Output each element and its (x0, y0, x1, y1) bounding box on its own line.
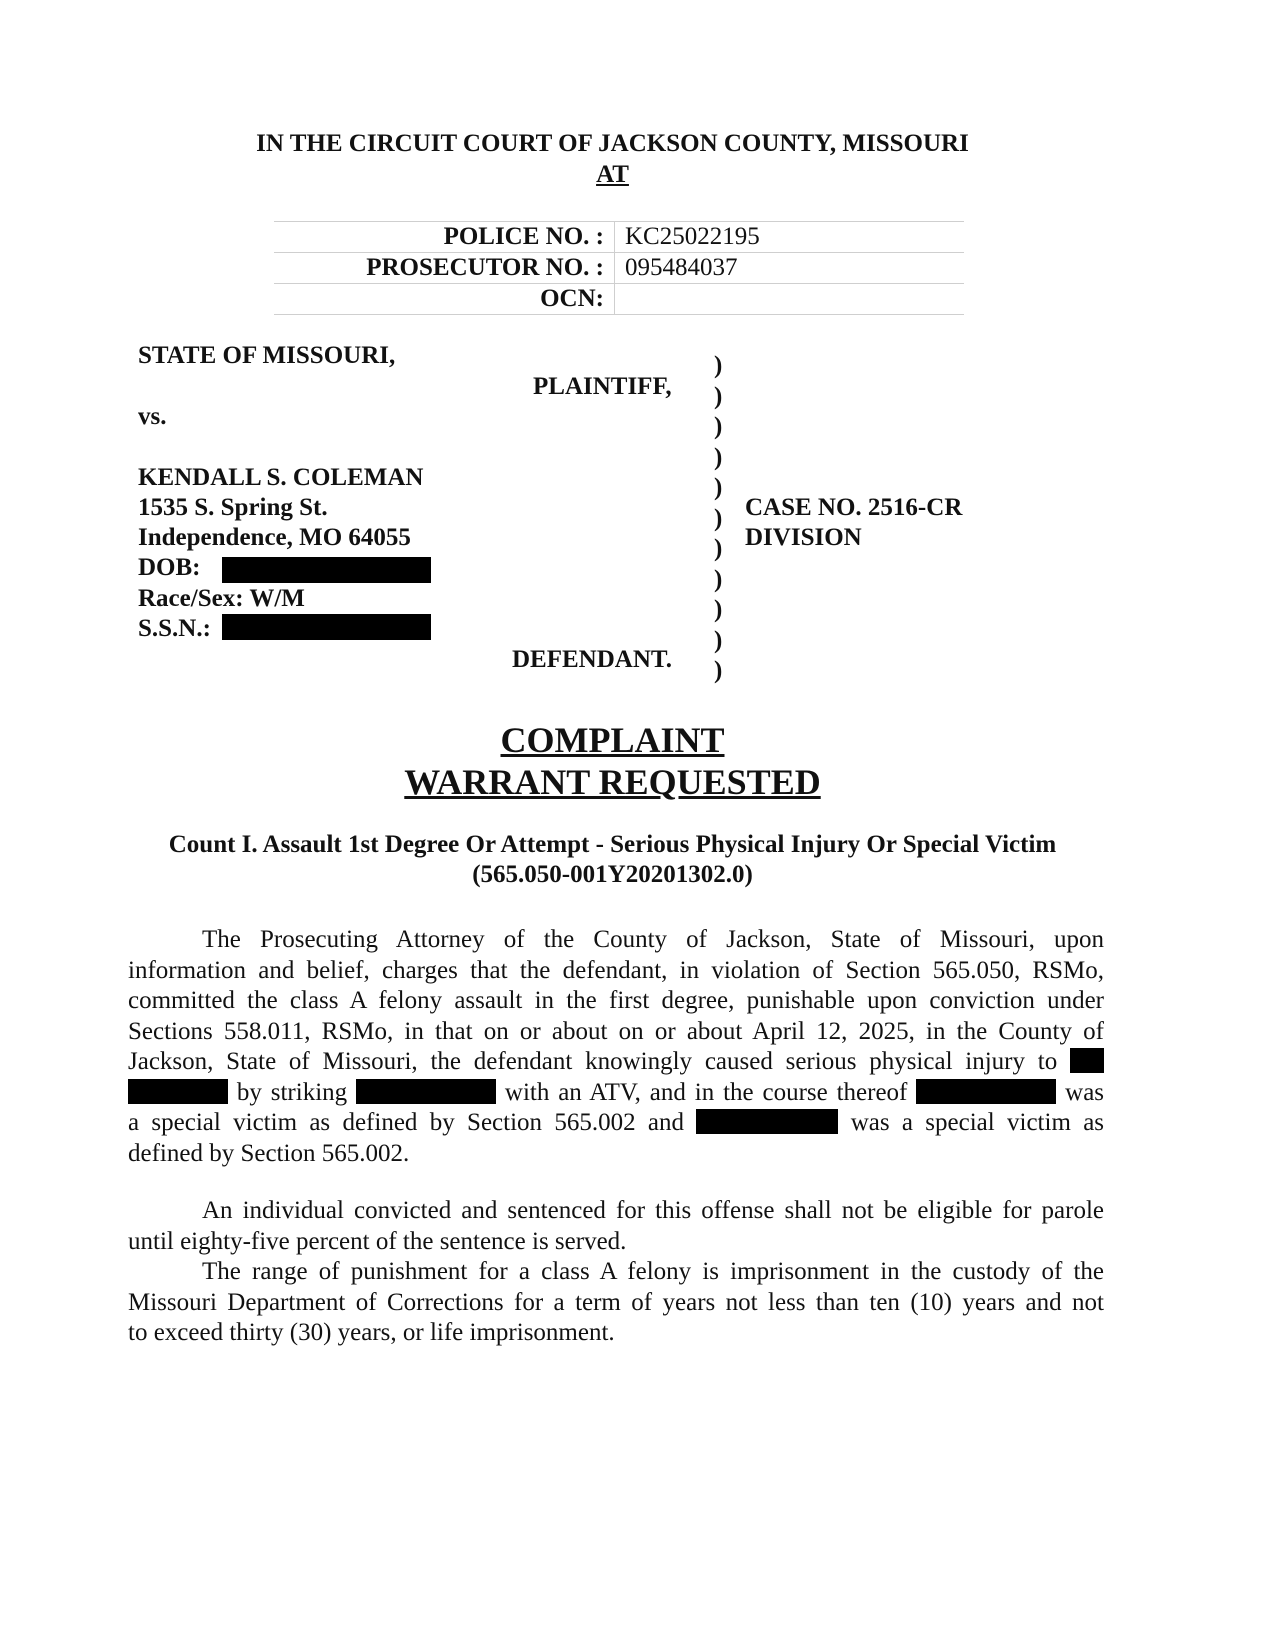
punishment-paragraph (128, 1257, 1104, 1349)
document-title: COMPLAINT (500, 720, 725, 760)
paren-mark: ) (714, 443, 723, 471)
paren-mark: ) (714, 504, 723, 532)
case-numbers-table (274, 221, 964, 315)
ocn-label: OCN: (274, 284, 615, 315)
paren-mark: ) (714, 596, 723, 623)
defendant-address-city: Independence, MO 64055 (138, 524, 411, 551)
police-row (274, 222, 964, 253)
count-statute: (565.050-001Y20201302.0) (472, 861, 753, 888)
case-number: CASE NO. 2516-CR (745, 494, 963, 521)
plaintiff-role: PLAINTIFF, (533, 373, 672, 400)
paragraph-line-text: a special victim as defined by Section 565.002 and (128, 1109, 685, 1136)
dob-label: DOB: (138, 554, 201, 581)
paren-mark: ) (714, 626, 723, 654)
count-heading (120, 830, 1105, 890)
paragraph-line: until eighty-five percent of the sentence is served. (128, 1227, 627, 1255)
paren-mark: ) (714, 565, 723, 593)
paragraph-line (128, 1108, 1104, 1139)
dob-row (138, 553, 201, 584)
victim-redaction (128, 1079, 228, 1104)
court-location: AT (596, 161, 629, 188)
defendant-address-street: 1535 S. Spring St. (138, 494, 328, 521)
dob-redaction (222, 557, 431, 583)
victim-redaction (1070, 1048, 1104, 1073)
paren-mark: ) (714, 474, 723, 501)
paragraph-line: The range of punishment for a class A felony is imprisonment in the custody of the (202, 1258, 1104, 1285)
ssn-redaction (222, 614, 431, 640)
paragraph-line-text: with an ATV, and in the course thereof (504, 1078, 908, 1106)
paragraph-line-text: was (1065, 1078, 1105, 1106)
police-value: KC25022195 (615, 222, 965, 253)
victim-redaction (916, 1079, 1056, 1104)
ocn-row (274, 284, 964, 315)
paren-mark: ) (714, 382, 723, 410)
charge-paragraph (128, 925, 1104, 1169)
prosecutor-label: PROSECUTOR NO. : (274, 253, 615, 284)
paragraph-line: The Prosecuting Attorney of the County of Jackson, State of Missouri, upon (202, 926, 1104, 953)
paren-mark: ) (714, 413, 723, 440)
prosecutor-row (274, 253, 964, 284)
paragraph-line: Sections 558.011, RSMo, in that on or about on or about April 12, 2025, in the County of (128, 1017, 1104, 1045)
ocn-value (615, 284, 965, 315)
parole-paragraph (128, 1196, 1104, 1257)
prosecutor-value: 095484037 (615, 253, 965, 284)
court-header (0, 128, 1225, 190)
plaintiff-name: STATE OF MISSOURI, (138, 342, 396, 369)
victim-redaction (696, 1109, 838, 1134)
paren-mark: ) (714, 352, 723, 379)
paren-mark: ) (714, 535, 723, 562)
police-label: POLICE NO. : (274, 222, 615, 253)
defendant-role: DEFENDANT. (512, 646, 672, 673)
paragraph-line (128, 1078, 1104, 1109)
versus-label: vs. (138, 403, 167, 430)
defendant-name: KENDALL S. COLEMAN (138, 464, 424, 491)
race-sex: Race/Sex: W/M (138, 585, 305, 612)
count-title: Count I. Assault 1st Degree Or Attempt - Serious Physical Injury Or Special Victim (168, 831, 1057, 858)
ssn-label: S.S.N.: (138, 615, 211, 642)
paragraph-line: information and belief, charges that the defendant, in violation of Section 565.050, RSMo, (128, 956, 1104, 984)
paragraph-line-text: was a special victim as (850, 1109, 1105, 1136)
paragraph-line: committed the class A felony assault in the first degree, punishable upon conviction under (128, 987, 1104, 1014)
victim-redaction (356, 1079, 496, 1104)
court-name: IN THE CIRCUIT COURT OF JACKSON COUNTY, MISSOURI (256, 130, 969, 157)
paragraph-line: defined by Section 565.002. (128, 1139, 410, 1167)
ssn-row (138, 614, 211, 645)
paragraph-line: An individual convicted and sentenced for this offense shall not be eligible for parole (202, 1197, 1104, 1224)
paren-mark: ) (714, 657, 723, 684)
paragraph-line: Missouri Department of Corrections for a term of years not less than ten (10) years and not (128, 1288, 1104, 1316)
paragraph-line: to exceed thirty (30) years, or life imprisonment. (128, 1319, 615, 1346)
caption-parentheses (714, 351, 722, 687)
division: DIVISION (745, 524, 862, 551)
paragraph-line (128, 1047, 1104, 1078)
paragraph-line-text: by striking (236, 1078, 348, 1106)
paragraph-line-text: Jackson, State of Missouri, the defendant knowingly caused serious physical injury to (128, 1048, 1058, 1075)
document-subtitle: WARRANT REQUESTED (404, 762, 821, 802)
